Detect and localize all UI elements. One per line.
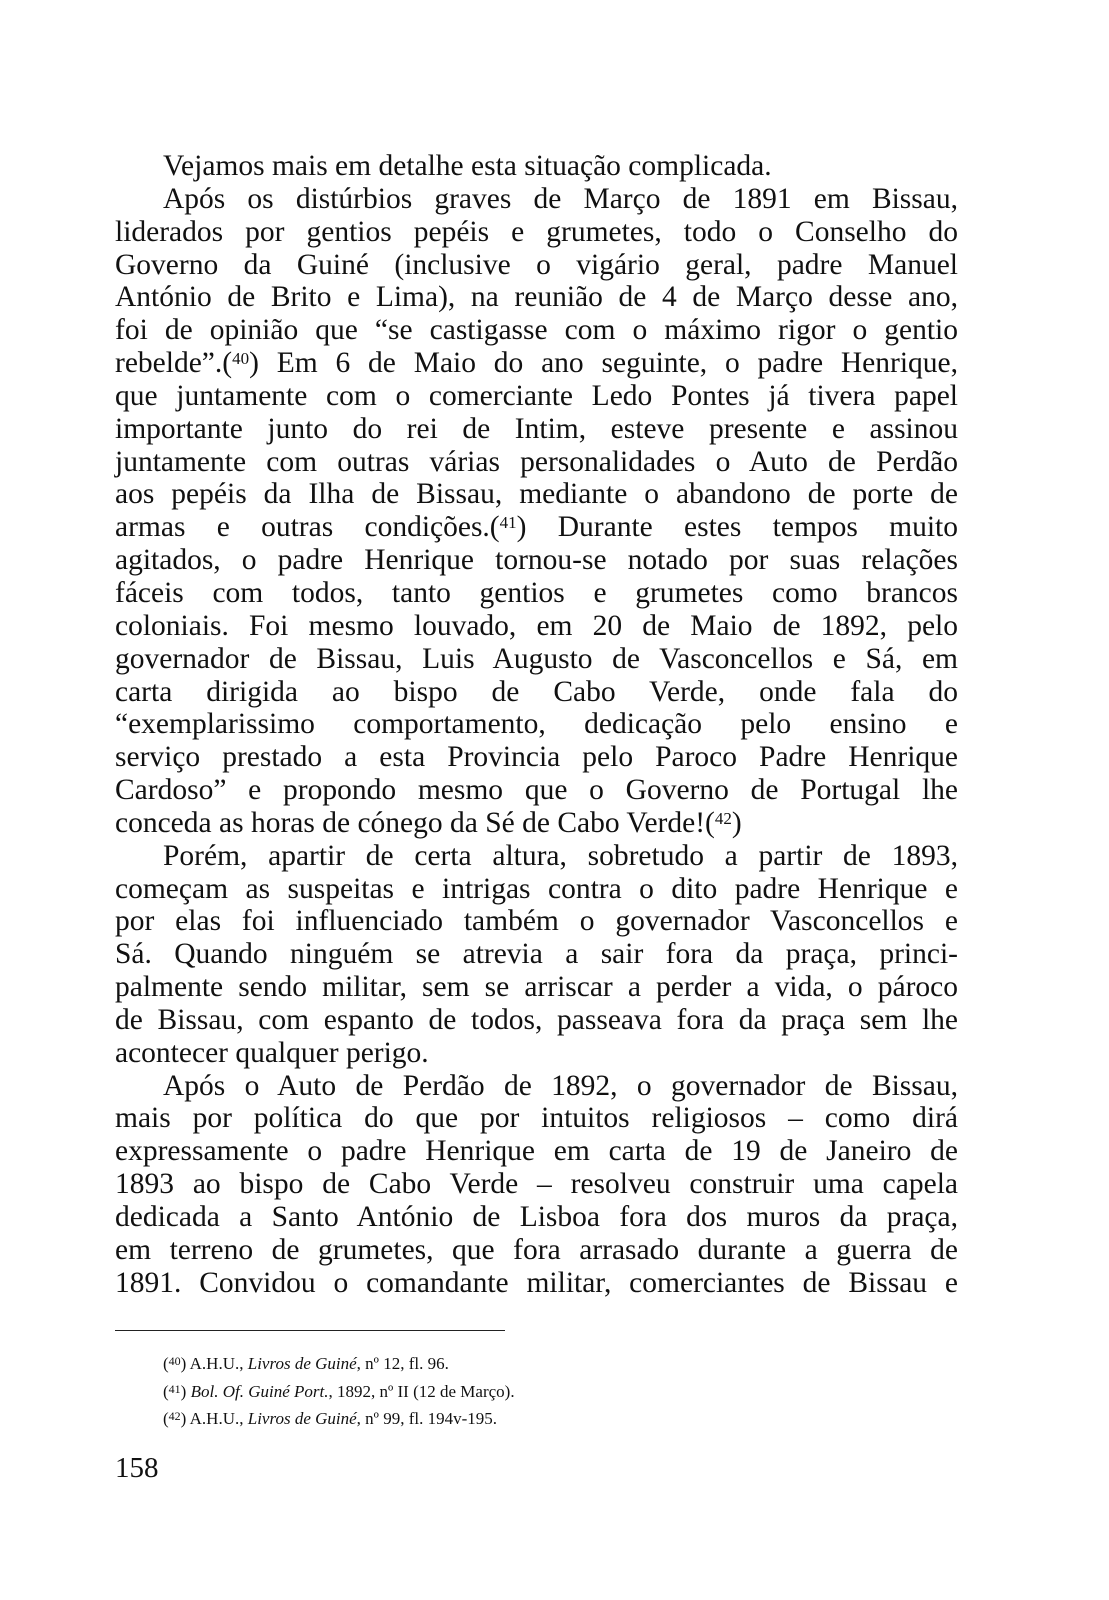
text-segment: 1891. Convidou o comandante militar, comerciantes de Bissau e xyxy=(115,1266,958,1299)
text-segment: importante junto do rei de Intim, esteve presente e assinou xyxy=(115,412,958,445)
text-line xyxy=(115,708,958,741)
text-segment: Cardoso” e propondo mesmo que o Governo de Portugal lhe xyxy=(115,774,958,807)
text-segment: acontecer qualquer perigo. xyxy=(115,1036,429,1069)
footnotes xyxy=(163,1350,515,1433)
text-line xyxy=(115,676,958,709)
text-segment: começam as suspeitas e intrigas contra o dito padre Henrique e xyxy=(115,872,958,905)
text-line xyxy=(115,1168,958,1201)
text-line xyxy=(115,807,958,840)
text-segment: carta dirigida ao bispo de Cabo Verde, onde fala do xyxy=(115,675,958,708)
footnote: ($^{41}$) Bol. Of. Guiné Port., 1892, nº II (12 de Março). xyxy=(163,1381,515,1401)
footnote-divider xyxy=(115,1330,505,1331)
text-line xyxy=(115,840,958,873)
footnote: ($^{42}$) A.H.U., Livros de Guiné, nº 99, fl. 194v-195. xyxy=(163,1409,497,1428)
text-line xyxy=(115,610,958,643)
text-line xyxy=(115,1201,958,1234)
text-segment: ) Em 6 de Maio do ano seguinte, o padre Henrique, xyxy=(249,347,958,380)
footnote-source: A.H.U., xyxy=(189,1354,244,1373)
text-segment: liderados por gentios pepéis e grumetes, todo o Conselho do xyxy=(115,215,958,248)
text-line xyxy=(115,577,958,610)
text-segment: mais por política do que por intuitos religiosos – como dirá xyxy=(115,1102,958,1135)
text-line xyxy=(115,478,958,511)
footnote-number: 40 xyxy=(168,1354,181,1368)
text-line xyxy=(115,643,958,676)
text-line xyxy=(115,938,958,971)
footnote-source: A.H.U., xyxy=(189,1409,244,1428)
text-line xyxy=(115,347,958,380)
text-segment: aos pepéis da Ilha de Bissau, mediante o abandono de porte de xyxy=(115,478,958,511)
footnote: ($^{40}$) A.H.U., Livros de Guiné, nº 12, fl. 96. xyxy=(163,1354,449,1373)
text-segment: rebelde”.( xyxy=(115,347,233,380)
footnote-reference: 41 xyxy=(499,513,517,533)
text-line xyxy=(115,216,958,249)
text-segment: fáceis com todos, tanto gentios e grumetes como brancos xyxy=(115,576,958,609)
text-segment: expressamente o padre Henrique em carta de 19 de Janeiro de xyxy=(115,1135,958,1168)
text-line xyxy=(115,380,958,413)
footnote-reference: 42 xyxy=(714,808,732,828)
text-line xyxy=(115,249,958,282)
text-segment: Após os distúrbios graves de Março de 1891 em Bissau, xyxy=(163,182,958,215)
text-segment: que juntamente com o comerciante Ledo Pontes já tivera papel xyxy=(115,379,958,412)
text-line xyxy=(115,1102,958,1135)
text-line xyxy=(115,741,958,774)
text-line xyxy=(115,1037,958,1070)
text-line xyxy=(115,544,958,577)
footnote-reference: 40 xyxy=(232,349,250,369)
text-line xyxy=(115,150,958,183)
text-segment: 1893 ao bispo de Cabo Verde – resolveu construir uma capela xyxy=(115,1168,958,1201)
text-line xyxy=(115,1070,958,1103)
footnote-detail: , nº 12, fl. 96. xyxy=(356,1354,449,1373)
footnote-number: 42 xyxy=(168,1409,181,1423)
text-segment: governador de Bissau, Luis Augusto de Vasconcellos e Sá, em xyxy=(115,642,958,675)
text-segment: “exemplarissimo comportamento, dedicação pelo ensino e xyxy=(115,708,958,741)
text-line xyxy=(115,1135,958,1168)
text-segment: Governo da Guiné (inclusive o vigário geral, padre Manuel xyxy=(115,248,958,281)
text-segment: Após o Auto de Perdão de 1892, o governador de Bissau, xyxy=(163,1069,958,1102)
text-segment: foi de opinião que “se castigasse com o máximo rigor o gentio xyxy=(115,314,958,347)
text-line xyxy=(115,1234,958,1267)
text-line xyxy=(115,183,958,216)
text-segment: de Bissau, com espanto de todos, passeava fora da praça sem lhe xyxy=(115,1003,958,1036)
text-segment: Sá. Quando ninguém se atrevia a sair fora da praça, princi- xyxy=(115,938,958,971)
text-segment: ) xyxy=(731,806,742,839)
footnote-detail: , 1892, nº II (12 de Março). xyxy=(328,1381,515,1401)
text-segment: ) Durante estes tempos muito xyxy=(516,511,959,544)
text-line xyxy=(115,774,958,807)
text-segment: agitados, o padre Henrique tornou-se notado por suas relações xyxy=(115,544,958,577)
text-line xyxy=(115,281,958,314)
text-segment: António de Brito e Lima), na reunião de 4 de Março desse ano, xyxy=(115,281,958,314)
footnote-title: Livros de Guiné xyxy=(247,1409,357,1428)
text-segment: dedicada a Santo António de Lisboa fora dos muros da praça, xyxy=(115,1201,958,1233)
text-line xyxy=(115,1267,958,1300)
text-segment: Vejamos mais em detalhe esta situação complicada. xyxy=(163,150,772,182)
footnote-title: Bol. Of. Guiné Port. xyxy=(190,1381,329,1401)
text-line xyxy=(115,905,958,938)
text-segment: palmente sendo militar, sem se arriscar a perder a vida, o pároco xyxy=(115,971,958,1004)
text-segment: em terreno de grumetes, que fora arrasado durante a guerra de xyxy=(115,1233,958,1266)
text-segment: coloniais. Foi mesmo louvado, em 20 de Maio de 1892, pelo xyxy=(115,609,958,642)
text-segment: serviço prestado a esta Provincia pelo Paroco Padre Henrique xyxy=(115,741,958,774)
text-line xyxy=(115,446,958,479)
text-segment: Porém, apartir de certa altura, sobretudo a partir de 1893, xyxy=(163,839,958,872)
footnote-number: 41 xyxy=(168,1381,181,1396)
text-line xyxy=(115,971,958,1004)
text-segment: conceda as horas de cónego da Sé de Cabo Verde!( xyxy=(115,806,715,839)
footnote-detail: , nº 99, fl. 194v-195. xyxy=(356,1409,497,1428)
text-line xyxy=(115,314,958,347)
text-line xyxy=(115,511,958,544)
text-segment: por elas foi influenciado também o governador Vasconcellos e xyxy=(115,905,958,938)
body-text xyxy=(115,150,958,1300)
text-line xyxy=(115,1004,958,1037)
text-segment: armas e outras condições.( xyxy=(115,511,500,544)
text-line xyxy=(115,413,958,446)
footnote-title: Livros de Guiné xyxy=(247,1354,357,1373)
text-line xyxy=(115,873,958,906)
text-segment: juntamente com outras várias personalidades o Auto de Perdão xyxy=(115,445,958,478)
page-number: 158 xyxy=(115,1452,159,1484)
